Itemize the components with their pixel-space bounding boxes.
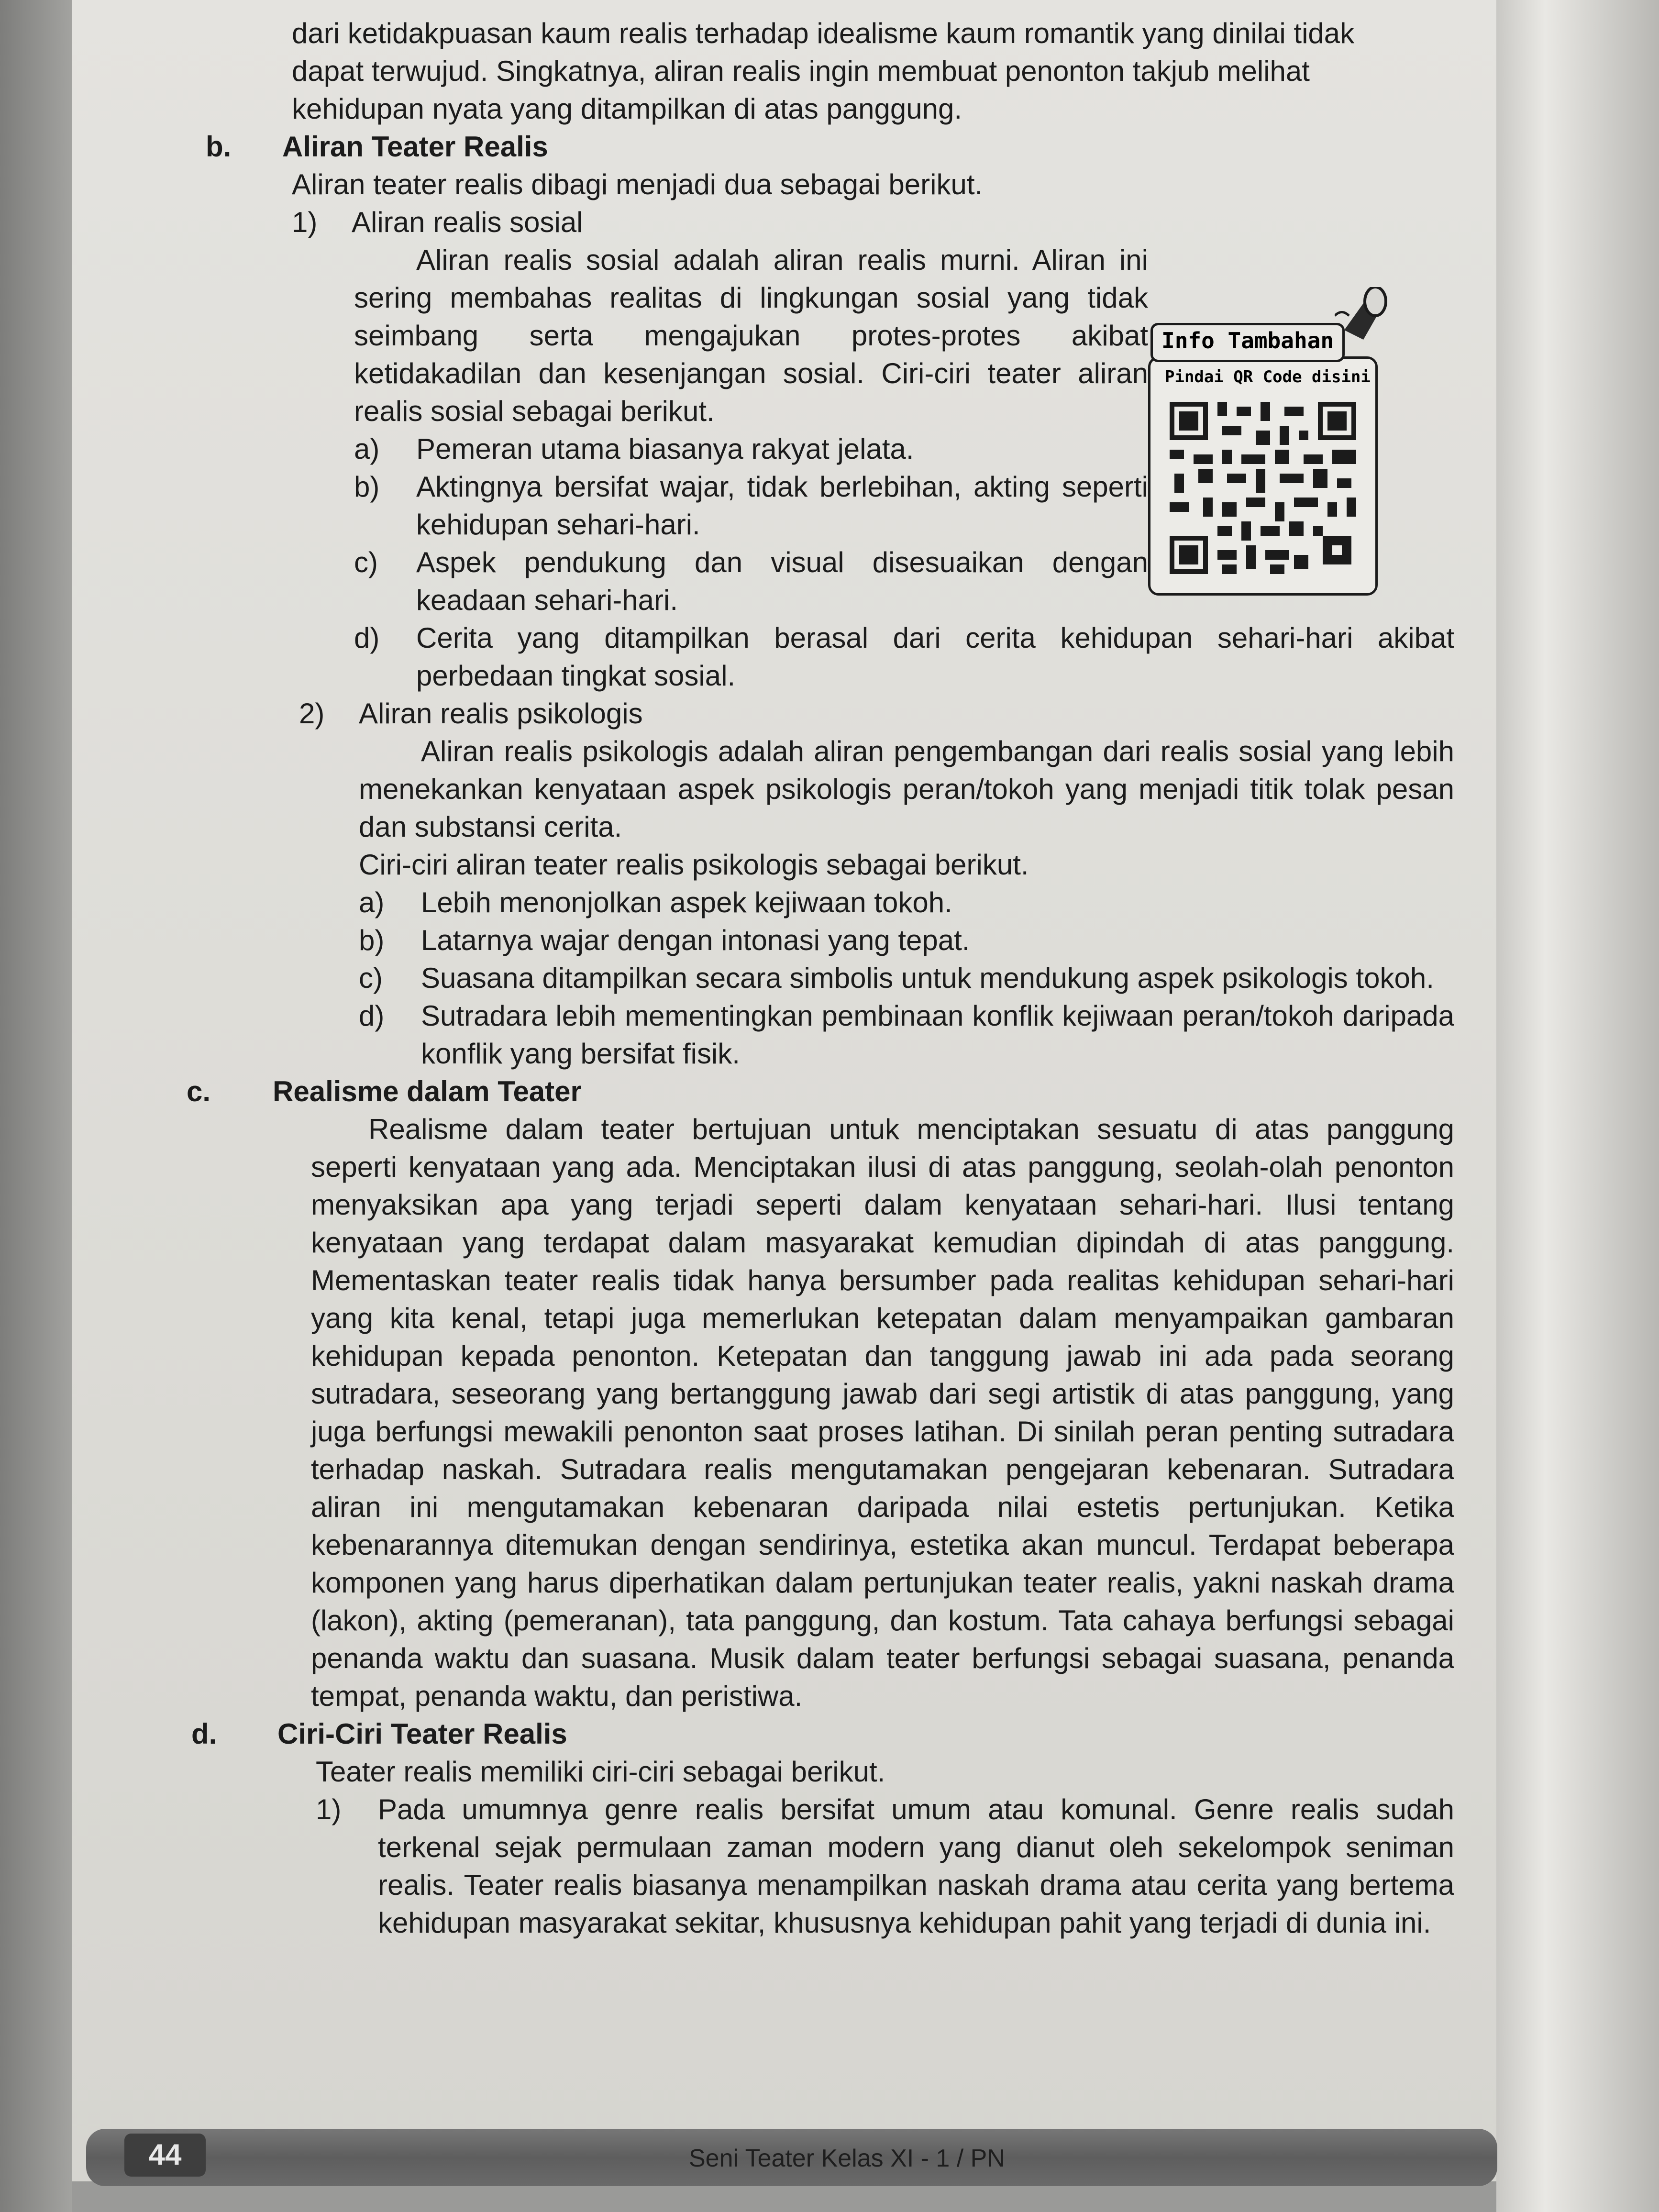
qr-card (1148, 356, 1378, 596)
intro-line: kehidupan nyata yang ditampilkan di atas panggung. (292, 93, 962, 125)
section-title: Realisme dalam Teater (273, 1075, 582, 1107)
realis-sosial-block (354, 241, 1148, 619)
list-text: Pada umumnya genre realis bersifat umum atau komunal. Genre realis sudah terkenal sejak permulaan zaman modern yang dianut oleh sekelompok seniman realis. Teater realis biasanya menampilkan naskah drama atau cerita yang bertema kehidupan masyarakat sekitar, khususnya kehidupan pahit yang terjadi di dunia ini. (378, 1793, 1454, 1939)
list-label: c) (359, 962, 383, 994)
section-d-intro: Teater realis memiliki ciri-ciri sebagai berikut. (316, 1756, 885, 1788)
list-label: 1) (316, 1793, 342, 1825)
list-text: Sutradara lebih mementingkan pembinaan konflik kejiwaan peran/tokoh daripada konflik yang bersifat fisik. (421, 1000, 1454, 1070)
info-label: Info Tambahan (1150, 323, 1345, 362)
realis-psikologis-intro: Ciri-ciri aliran teater realis psikologis sebagai berikut. (359, 849, 1029, 881)
qr-instruction: Pindai QR Code disini (1165, 367, 1371, 387)
section-c-heading (187, 1073, 1459, 1110)
list-item (359, 959, 1454, 997)
list-text: Aktingnya bersifat wajar, tidak berlebihan, akting seperti kehidupan sehari-hari. (416, 471, 1148, 541)
section-b-heading (206, 128, 1459, 166)
list-label: d) (354, 622, 380, 654)
sub-heading-2 (299, 695, 1459, 732)
list-text: Aspek pendukung dan visual disesuaikan dengan keadaan sehari-hari. (416, 546, 1148, 616)
realis-sosial-paragraph: Aliran realis sosial adalah aliran realis murni. Aliran ini sering membahas realitas di lingkungan sosial yang tidak seimbang serta mengajukan protes-protes akibat ketidakadilan dan kesenjangan sosial. Ciri-ciri teater aliran realis sosial sebagai berikut. (354, 244, 1148, 427)
section-title: Ciri-Ciri Teater Realis (277, 1718, 567, 1750)
realis-psikologis-block (359, 732, 1454, 1073)
page-number: 44 (124, 2134, 206, 2177)
list-text: Lebih menonjolkan aspek kejiwaan tokoh. (421, 886, 952, 918)
sub-title: Aliran realis psikologis (359, 697, 643, 730)
list-label: c) (354, 546, 378, 578)
section-c-paragraph: Realisme dalam teater bertujuan untuk menciptakan sesuatu di atas panggung seperti kenyataan yang ada. Menciptakan ilusi di atas panggung, seolah-olah penonton menyaksikan apa yang terjadi seperti dalam kenyataan sehari-hari. Ilusi tentang kenyataan yang terdapat dalam masyarakat kemudian dipindah di atas panggung. Mementaskan teater realis tidak hanya bersumber pada realitas kehidupan sehari-hari yang kita kenal, tetapi juga memerlukan ketepatan dalam menyampaikan gambaran kehidupan kepada penonton. Ketepatan dan tanggung jawab ini ada pada seorang sutradara, seseorang yang bertanggung jawab dari segi artistik di atas panggung, yang juga berfungsi mewakili penonton saat proses latihan. Di sinilah peran penting sutradara terhadap naskah. Sutradara realis mengutamakan pengejaran kebenaran. Sutradara aliran ini mengutamakan kebenaran daripada nilai estetis pertunjukan. Ketika kebenarannya ditemukan dengan sendirinya, estetika akan muncul. Terdapat beberapa komponen yang harus diperhatikan dalam pertunjukan teater realis, yakni naskah drama (lakon), akting (pemeranan), tata panggung, dan kostum. Tata cahaya berfungsi sebagai penanda waktu dan suasana. Musik dalam teater berfungsi sebagai suasana, penanda tempat, penanda waktu, dan peristiwa. (311, 1113, 1454, 1712)
list-label: d) (359, 1000, 385, 1032)
list-label: a) (354, 433, 380, 465)
list-text: Latarnya wajar dengan intonasi yang tepat. (421, 924, 970, 956)
sub-number: 2) (299, 697, 325, 730)
list-label: a) (359, 886, 385, 918)
list-text: Suasana ditampilkan secara simbolis untuk mendukung aspek psikologis tokoh. (421, 962, 1434, 994)
section-title: Aliran Teater Realis (282, 131, 548, 163)
list-item (354, 543, 1148, 619)
intro-paragraph (292, 14, 1454, 128)
intro-line: dari ketidakpuasan kaum realis terhadap idealisme kaum romantik yang dinilai tidak (292, 17, 1355, 49)
info-tambahan-box (1134, 287, 1392, 593)
section-letter: c. (187, 1075, 211, 1107)
intro-line: dapat terwujud. Singkatnya, aliran realis ingin membuat penonton takjub melihat (292, 55, 1310, 87)
list-text: Cerita yang ditampilkan berasal dari cerita kehidupan sehari-hari akibat perbedaan tingkat sosial. (416, 622, 1454, 692)
section-d-heading (191, 1715, 1459, 1753)
list-label: b) (359, 924, 385, 956)
section-letter: b. (206, 131, 232, 163)
sub-title: Aliran realis sosial (352, 206, 583, 238)
book-title: Seni Teater Kelas XI - 1 / PN (689, 2145, 1005, 2172)
list-item (316, 1791, 1454, 1942)
qr-code[interactable] (1165, 397, 1361, 579)
list-label: b) (354, 471, 380, 503)
list-item (354, 619, 1454, 695)
sub-heading-1 (292, 203, 1459, 241)
list-item (354, 430, 1148, 468)
realis-psikologis-paragraph: Aliran realis psikologis adalah aliran pengembangan dari realis sosial yang lebih menekankan kenyataan aspek psikologis peran/tokoh yang menjadi titik tolak pesan dan substansi cerita. (359, 735, 1454, 843)
list-text: Pemeran utama biasanya rakyat jelata. (416, 433, 914, 465)
page-edge (1496, 0, 1659, 2212)
page-footer (86, 2124, 1497, 2196)
section-letter: d. (191, 1718, 217, 1750)
sub-number: 1) (292, 206, 318, 238)
list-item (359, 884, 1454, 921)
list-item (359, 997, 1454, 1073)
book-gutter (0, 0, 72, 2212)
list-item (359, 921, 1454, 959)
section-b-intro: Aliran teater realis dibagi menjadi dua sebagai berikut. (292, 168, 983, 200)
list-item (354, 468, 1148, 543)
